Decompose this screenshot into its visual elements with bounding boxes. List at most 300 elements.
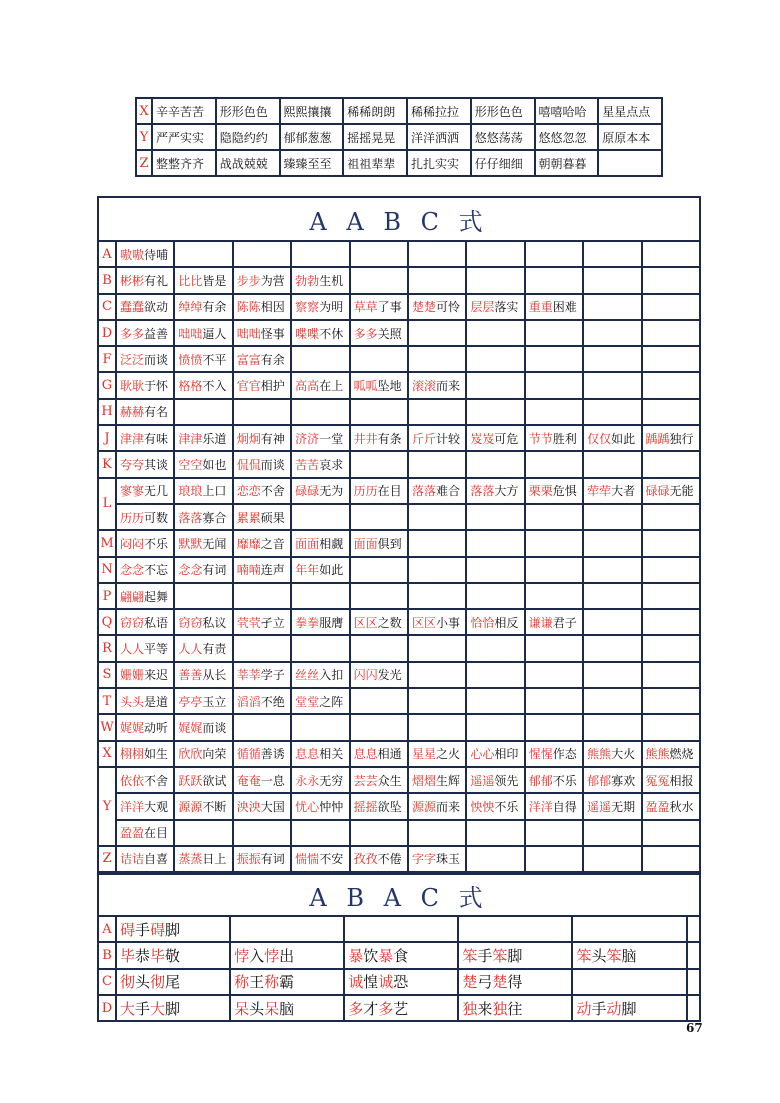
idiom-cell: 稀稀拉拉 xyxy=(407,98,471,124)
idiom-cell xyxy=(642,714,700,740)
idiom-repeat: 咄咄 xyxy=(178,326,203,341)
section-letter: H xyxy=(98,399,116,425)
idiom-rest: 欲动 xyxy=(144,300,169,315)
idiom-cell xyxy=(174,504,232,530)
idiom-cell xyxy=(350,793,408,819)
idiom-repeat: 窃窃 xyxy=(120,615,145,630)
idiom-rest: 落实 xyxy=(494,300,519,315)
idiom-cell xyxy=(233,793,291,819)
table-row xyxy=(98,478,700,504)
section-letter: M xyxy=(98,530,116,556)
idiom-repeat: 赫赫 xyxy=(120,405,145,420)
idiom-rest: 胜利 xyxy=(552,431,577,446)
idiom-cell xyxy=(116,451,174,477)
idiom-cell xyxy=(525,320,583,346)
idiom-cell xyxy=(466,662,524,688)
idiom-cell xyxy=(408,267,466,293)
table-row xyxy=(98,846,700,872)
table-row xyxy=(98,969,700,995)
idiom-cell xyxy=(174,688,232,714)
idiom-repeat: 岌岌 xyxy=(470,431,495,446)
idiom-cell: 形形色色 xyxy=(216,98,280,124)
idiom-rest: 益善 xyxy=(144,326,169,341)
idiom-cell xyxy=(583,399,641,425)
idiom-cell xyxy=(116,793,174,819)
idiom-cell xyxy=(642,425,700,451)
idiom-cell xyxy=(642,820,700,846)
idiom-repeat: 落落 xyxy=(470,484,495,499)
idiom-cell xyxy=(233,530,291,556)
idiom-char: 暴 xyxy=(348,946,364,965)
idiom-cell xyxy=(116,714,174,740)
idiom-repeat: 累累 xyxy=(236,510,261,525)
section-letter: C xyxy=(98,294,116,320)
table-row xyxy=(98,767,700,793)
table-row xyxy=(98,346,700,372)
idiom-cell xyxy=(291,294,349,320)
idiom-repeat: 滚滚 xyxy=(411,379,436,394)
idiom-repeat: 喃喃 xyxy=(236,563,261,578)
idiom-cell: 洋洋洒洒 xyxy=(407,124,471,150)
idiom-cell xyxy=(233,425,291,451)
title-row xyxy=(98,197,700,241)
idiom-cell: 稀稀朗朗 xyxy=(343,98,407,124)
idiom-rest: 关照 xyxy=(377,326,402,341)
idiom-char: 楚 xyxy=(492,973,508,992)
idiom-cell xyxy=(174,451,232,477)
idiom-rest: 在目 xyxy=(377,484,402,499)
idiom-repeat: 永永 xyxy=(295,773,320,788)
idiom-cell xyxy=(291,320,349,346)
idiom-cell xyxy=(525,662,583,688)
idiom-char: 称 xyxy=(234,973,250,992)
idiom-repeat: 琅琅 xyxy=(178,484,203,499)
idiom-rest: 有词 xyxy=(260,852,285,867)
idiom-cell xyxy=(116,399,174,425)
idiom-char: 才 xyxy=(363,999,379,1018)
idiom-cell xyxy=(642,267,700,293)
idiom-repeat: 炯炯 xyxy=(236,431,261,446)
idiom-rest: 向荣 xyxy=(202,747,227,762)
idiom-cell: 悠悠忽忽 xyxy=(535,124,599,150)
idiom-char: 惶 xyxy=(363,973,379,992)
idiom-repeat: 恰恰 xyxy=(470,615,495,630)
idiom-cell xyxy=(116,969,230,995)
top-idiom-table xyxy=(135,97,663,177)
idiom-cell xyxy=(344,916,458,942)
idiom-rest: 待哺 xyxy=(144,247,169,262)
idiom-char: 笨 xyxy=(462,946,478,965)
idiom-rest: 无能 xyxy=(669,484,694,499)
idiom-repeat: 善善 xyxy=(178,668,203,683)
idiom-rest: 无几 xyxy=(144,484,169,499)
idiom-cell xyxy=(116,662,174,688)
idiom-cell xyxy=(408,846,466,872)
idiom-cell xyxy=(408,530,466,556)
idiom-repeat: 孜孜 xyxy=(353,852,378,867)
idiom-cell: 整整齐齐 xyxy=(152,150,216,176)
idiom-char: 毕 xyxy=(150,946,166,965)
idiom-repeat: 苦苦 xyxy=(295,458,320,473)
table-row xyxy=(98,320,700,346)
idiom-cell xyxy=(598,150,662,176)
idiom-repeat: 跃跃 xyxy=(178,773,203,788)
idiom-cell xyxy=(233,504,291,530)
idiom-cell xyxy=(233,767,291,793)
idiom-cell xyxy=(233,294,291,320)
idiom-cell: 原原本本 xyxy=(598,124,662,150)
idiom-cell xyxy=(116,346,174,372)
idiom-repeat: 落落 xyxy=(178,510,203,525)
idiom-cell xyxy=(525,241,583,267)
idiom-rest: 相觑 xyxy=(319,536,344,551)
idiom-rest: 逼人 xyxy=(202,326,227,341)
idiom-cell xyxy=(174,635,232,661)
idiom-repeat: 星星 xyxy=(411,747,436,762)
idiom-cell xyxy=(466,320,524,346)
idiom-repeat: 高高 xyxy=(295,379,320,394)
idiom-cell xyxy=(291,372,349,398)
idiom-rest: 相护 xyxy=(260,379,285,394)
idiom-cell xyxy=(116,609,174,635)
table-row xyxy=(98,609,700,635)
idiom-cell xyxy=(116,820,174,846)
idiom-char: 彻 xyxy=(120,973,136,992)
idiom-cell xyxy=(116,320,174,346)
idiom-cell xyxy=(350,820,408,846)
idiom-repeat: 念念 xyxy=(120,563,145,578)
idiom-cell xyxy=(408,294,466,320)
idiom-rest: 私议 xyxy=(202,615,227,630)
idiom-rest: 可怜 xyxy=(435,300,460,315)
idiom-rest: 无穷 xyxy=(319,773,344,788)
idiom-cell xyxy=(572,995,686,1021)
idiom-rest: 而来 xyxy=(435,799,460,814)
idiom-repeat: 遥遥 xyxy=(587,799,612,814)
idiom-repeat: 呱呱 xyxy=(353,379,378,394)
idiom-cell: 熙熙攘攘 xyxy=(280,98,344,124)
idiom-cell xyxy=(408,583,466,609)
idiom-rest: 孑立 xyxy=(260,615,285,630)
idiom-rest: 于怀 xyxy=(144,379,169,394)
idiom-repeat: 翩翩 xyxy=(120,589,145,604)
idiom-rest: 如此 xyxy=(319,563,344,578)
idiom-cell xyxy=(642,846,700,872)
idiom-repeat: 泱泱 xyxy=(236,799,261,814)
idiom-rest: 而来 xyxy=(435,379,460,394)
idiom-cell xyxy=(291,530,349,556)
section-title: A B A C 式 xyxy=(98,874,700,916)
idiom-char: 手 xyxy=(135,999,151,1018)
idiom-cell xyxy=(350,557,408,583)
idiom-cell xyxy=(174,557,232,583)
idiom-cell xyxy=(116,425,174,451)
idiom-cell xyxy=(642,793,700,819)
idiom-cell: 形形色色 xyxy=(471,98,535,124)
idiom-rest: 如此 xyxy=(611,431,636,446)
idiom-rest: 寡合 xyxy=(202,510,227,525)
idiom-rest: 在上 xyxy=(319,379,344,394)
idiom-repeat: 层层 xyxy=(470,300,495,315)
aabc-idiom-table xyxy=(97,196,701,873)
idiom-cell xyxy=(466,346,524,372)
idiom-char: 悖 xyxy=(234,946,250,965)
section-letter: P xyxy=(98,583,116,609)
idiom-cell xyxy=(466,635,524,661)
idiom-cell xyxy=(583,346,641,372)
idiom-repeat: 富富 xyxy=(236,352,261,367)
title-row xyxy=(98,874,700,916)
idiom-cell xyxy=(408,741,466,767)
idiom-cell xyxy=(233,846,291,872)
idiom-rest: 无闻 xyxy=(202,536,227,551)
idiom-cell: 朝朝暮暮 xyxy=(535,150,599,176)
idiom-cell xyxy=(466,820,524,846)
abac-idiom-table xyxy=(97,873,701,1022)
idiom-rest: 计较 xyxy=(435,431,460,446)
table-row xyxy=(98,530,700,556)
idiom-rest: 起舞 xyxy=(144,589,169,604)
idiom-repeat: 靡靡 xyxy=(236,536,261,551)
idiom-rest: 了事 xyxy=(377,300,402,315)
idiom-cell xyxy=(525,609,583,635)
idiom-repeat: 诘诘 xyxy=(120,852,145,867)
idiom-cell xyxy=(350,451,408,477)
section-letter: Y xyxy=(98,767,116,846)
idiom-cell xyxy=(408,399,466,425)
idiom-cell xyxy=(466,793,524,819)
idiom-char: 饮 xyxy=(363,946,379,965)
idiom-rest: 有名 xyxy=(144,405,169,420)
idiom-cell xyxy=(583,714,641,740)
section-letter: G xyxy=(98,372,116,398)
idiom-cell xyxy=(572,969,686,995)
idiom-cell xyxy=(291,662,349,688)
idiom-cell xyxy=(344,995,458,1021)
idiom-cell xyxy=(408,557,466,583)
idiom-rest: 危惧 xyxy=(552,484,577,499)
idiom-cell xyxy=(525,267,583,293)
idiom-cell xyxy=(350,609,408,635)
idiom-repeat: 人人 xyxy=(120,642,145,657)
idiom-char: 碍 xyxy=(150,920,166,939)
idiom-cell xyxy=(116,267,174,293)
idiom-cell xyxy=(466,294,524,320)
idiom-cell xyxy=(642,635,700,661)
table-row xyxy=(98,820,700,846)
idiom-cell: 辛辛苦苦 xyxy=(152,98,216,124)
idiom-repeat: 芸芸 xyxy=(353,773,378,788)
idiom-repeat: 闷闷 xyxy=(120,536,145,551)
idiom-cell xyxy=(642,241,700,267)
idiom-cell xyxy=(116,916,230,942)
idiom-rest: 如也 xyxy=(202,458,227,473)
idiom-cell xyxy=(572,916,686,942)
idiom-rest: 不乐 xyxy=(494,799,519,814)
idiom-rest: 不休 xyxy=(319,326,344,341)
idiom-cell xyxy=(116,478,174,504)
idiom-rest: 不入 xyxy=(202,379,227,394)
idiom-cell xyxy=(642,399,700,425)
idiom-cell xyxy=(583,372,641,398)
idiom-repeat: 人人 xyxy=(178,642,203,657)
idiom-cell xyxy=(174,425,232,451)
idiom-cell xyxy=(408,714,466,740)
idiom-repeat: 莘莘 xyxy=(236,668,261,683)
idiom-repeat: 落落 xyxy=(411,484,436,499)
idiom-repeat: 荦荦 xyxy=(587,484,612,499)
idiom-cell xyxy=(350,688,408,714)
idiom-repeat: 勃勃 xyxy=(295,273,320,288)
idiom-cell xyxy=(466,583,524,609)
idiom-rest: 之数 xyxy=(377,615,402,630)
idiom-cell xyxy=(583,241,641,267)
idiom-cell xyxy=(233,583,291,609)
idiom-repeat: 默默 xyxy=(178,536,203,551)
section-letter: W xyxy=(98,714,116,740)
idiom-repeat: 熊熊 xyxy=(587,747,612,762)
idiom-char: 称 xyxy=(264,973,280,992)
section-letter: A xyxy=(98,241,116,267)
section-letter: B xyxy=(98,942,116,968)
idiom-cell xyxy=(174,767,232,793)
table-row xyxy=(98,557,700,583)
idiom-cell xyxy=(233,267,291,293)
table-row xyxy=(98,714,700,740)
idiom-repeat: 洋洋 xyxy=(528,799,553,814)
idiom-char: 碍 xyxy=(120,920,136,939)
idiom-rest: 相反 xyxy=(494,615,519,630)
idiom-rest: 之火 xyxy=(435,747,460,762)
idiom-cell xyxy=(583,793,641,819)
idiom-cell xyxy=(687,969,700,995)
idiom-cell xyxy=(344,942,458,968)
idiom-cell xyxy=(466,478,524,504)
section-letter: Z xyxy=(98,846,116,872)
idiom-cell xyxy=(458,995,572,1021)
idiom-cell xyxy=(116,294,174,320)
idiom-repeat: 栩栩 xyxy=(120,747,145,762)
idiom-repeat: 空空 xyxy=(178,458,203,473)
idiom-char: 楚 xyxy=(462,973,478,992)
idiom-cell xyxy=(525,820,583,846)
idiom-cell xyxy=(116,942,230,968)
idiom-rest: 大观 xyxy=(144,799,169,814)
idiom-cell xyxy=(408,372,466,398)
table-row xyxy=(136,124,662,150)
idiom-cell xyxy=(350,846,408,872)
idiom-cell xyxy=(233,688,291,714)
idiom-rest: 坠地 xyxy=(377,379,402,394)
idiom-rest: 众生 xyxy=(377,773,402,788)
idiom-repeat: 冤冤 xyxy=(645,773,670,788)
idiom-cell xyxy=(525,372,583,398)
idiom-cell xyxy=(116,557,174,583)
idiom-cell xyxy=(350,504,408,530)
section-letter: B xyxy=(98,267,116,293)
idiom-cell: 悠悠荡荡 xyxy=(471,124,535,150)
idiom-rest: 有味 xyxy=(144,431,169,446)
idiom-cell xyxy=(583,662,641,688)
idiom-cell xyxy=(408,425,466,451)
idiom-cell xyxy=(525,504,583,530)
idiom-char: 恐 xyxy=(393,973,409,992)
idiom-repeat: 耿耿 xyxy=(120,379,145,394)
idiom-repeat: 区区 xyxy=(411,615,436,630)
idiom-rest: 有词 xyxy=(202,563,227,578)
idiom-rest: 小事 xyxy=(435,615,460,630)
idiom-rest: 不忘 xyxy=(144,563,169,578)
idiom-cell xyxy=(233,346,291,372)
idiom-cell xyxy=(408,451,466,477)
idiom-cell: 郁郁葱葱 xyxy=(280,124,344,150)
idiom-cell xyxy=(174,320,232,346)
idiom-char: 毕 xyxy=(120,946,136,965)
idiom-rest: 一息 xyxy=(260,773,285,788)
idiom-cell xyxy=(350,399,408,425)
idiom-cell xyxy=(116,767,174,793)
idiom-repeat: 侃侃 xyxy=(236,458,261,473)
idiom-rest: 私语 xyxy=(144,615,169,630)
section-letter: S xyxy=(98,662,116,688)
idiom-rest: 大火 xyxy=(611,747,636,762)
idiom-repeat: 闪闪 xyxy=(353,668,378,683)
idiom-cell xyxy=(233,320,291,346)
idiom-repeat: 谦谦 xyxy=(528,615,553,630)
idiom-cell xyxy=(408,609,466,635)
idiom-cell xyxy=(408,688,466,714)
idiom-char: 笨 xyxy=(576,946,592,965)
idiom-cell xyxy=(291,478,349,504)
idiom-char: 得 xyxy=(507,973,523,992)
idiom-cell xyxy=(230,995,344,1021)
idiom-rest: 而谈 xyxy=(260,458,285,473)
idiom-repeat: 咄咄 xyxy=(236,326,261,341)
idiom-char: 入 xyxy=(249,946,265,965)
idiom-char: 大 xyxy=(150,999,166,1018)
idiom-cell xyxy=(233,241,291,267)
idiom-rest: 怪事 xyxy=(260,326,285,341)
table-row xyxy=(98,504,700,530)
idiom-repeat: 草草 xyxy=(353,300,378,315)
idiom-cell xyxy=(583,320,641,346)
idiom-rest: 作态 xyxy=(552,747,577,762)
idiom-rest: 生机 xyxy=(319,273,344,288)
section-letter: K xyxy=(98,451,116,477)
idiom-char: 动 xyxy=(576,999,592,1018)
idiom-repeat: 堂堂 xyxy=(295,694,320,709)
idiom-rest: 不断 xyxy=(202,799,227,814)
idiom-cell xyxy=(350,346,408,372)
idiom-cell xyxy=(233,399,291,425)
idiom-cell xyxy=(291,820,349,846)
idiom-cell xyxy=(458,969,572,995)
idiom-repeat: 遥遥 xyxy=(470,773,495,788)
idiom-char: 脚 xyxy=(621,999,637,1018)
idiom-cell xyxy=(642,662,700,688)
idiom-cell xyxy=(583,583,641,609)
idiom-cell xyxy=(408,820,466,846)
idiom-cell xyxy=(583,688,641,714)
idiom-repeat: 津津 xyxy=(120,431,145,446)
idiom-cell xyxy=(350,320,408,346)
idiom-repeat: 泛泛 xyxy=(120,352,145,367)
idiom-repeat: 惺惺 xyxy=(528,747,553,762)
idiom-cell xyxy=(291,688,349,714)
idiom-cell xyxy=(687,916,700,942)
idiom-repeat: 娓娓 xyxy=(178,720,203,735)
idiom-cell xyxy=(583,557,641,583)
